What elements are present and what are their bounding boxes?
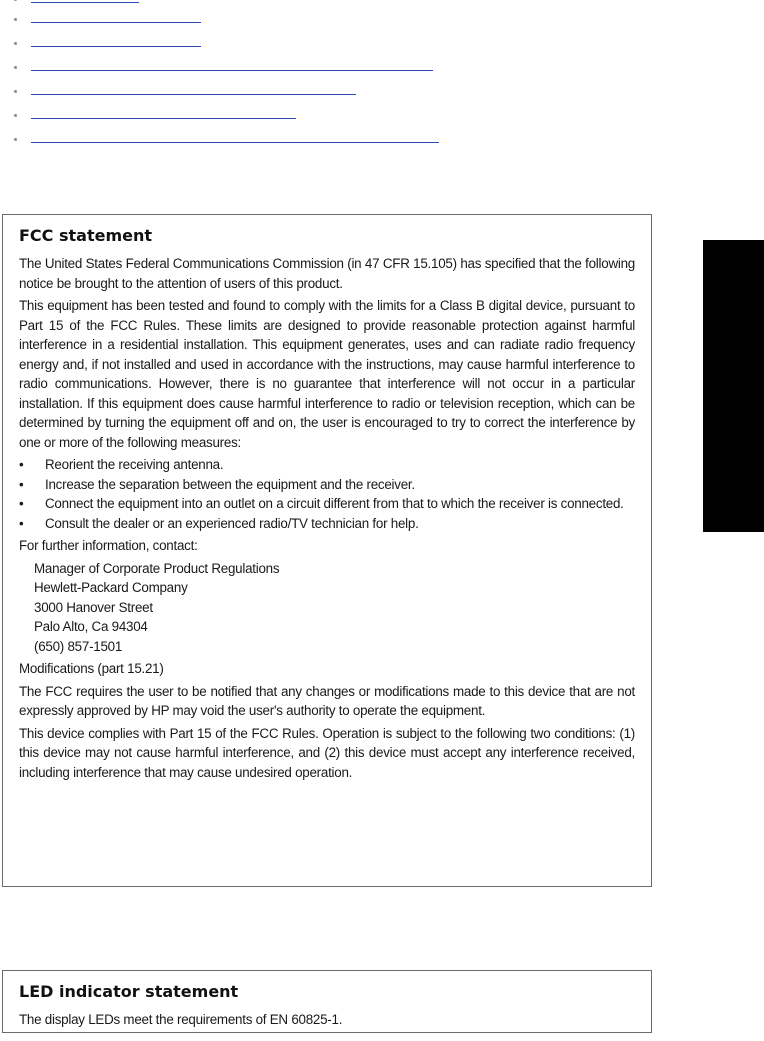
fcc-title: FCC statement bbox=[19, 226, 153, 245]
contact-line: Manager of Corporate Product Regulations bbox=[34, 560, 280, 576]
link-underline[interactable] bbox=[31, 118, 296, 119]
link-list bbox=[14, 0, 474, 150]
link-underline[interactable] bbox=[31, 22, 201, 23]
link-underline[interactable] bbox=[31, 46, 201, 47]
bullet-dot-icon bbox=[14, 138, 17, 141]
contact-address bbox=[19, 559, 635, 657]
contact-intro: For further information, contact: bbox=[19, 538, 198, 553]
fcc-paragraph-modifications: The FCC requires the user to be notified that any changes or modifications made to this device that are not expressly approved by HP may void the user's authority to operate the equipment. bbox=[19, 683, 635, 718]
link-underline[interactable] bbox=[31, 2, 139, 3]
bullet-dot-icon bbox=[14, 90, 17, 93]
fcc-paragraph-part15: This device complies with Part 15 of the FCC Rules. Operation is subject to the following two conditions: (1) this device may not cause harmful interference, and (2) this device must accept any interference received, including interference that may cause undesired operation. bbox=[19, 725, 635, 780]
fcc-paragraph-compliance-limits: This equipment has been tested and found to comply with the limits for a Class B digital device, pursuant to Part 15 of the FCC Rules. These limits are designed to provide reasonable protection against harmful interference in a residential installation. This equipment generates, uses and can radiate radio frequency energy and, if not installed and used in accordance with the instructions, may cause harmful interference to radio communications. However, there is no guarantee that interference will not occur in a particular installation. If this equipment does cause harmful interference to radio or television reception, which can be determined by turning the equipment off and on, the user is encouraged to try to correct the interference by one or more of the following measures: bbox=[19, 298, 635, 450]
led-title: LED indicator statement bbox=[19, 982, 239, 1001]
bullet-dot-icon bbox=[14, 114, 17, 117]
fcc-paragraph-intro: The United States Federal Communications Commission (in 47 CFR 15.105) has specified that the following notice be brought to the attention of users of this product. bbox=[19, 256, 635, 291]
bullet-icon: • bbox=[19, 515, 24, 531]
bullet-dot-icon bbox=[14, 42, 17, 45]
contact-line: Palo Alto, Ca 94304 bbox=[34, 619, 148, 634]
measure-text: Reorient the receiving antenna. bbox=[45, 457, 224, 472]
led-statement-box bbox=[2, 970, 652, 1033]
measure-text: Connect the equipment into an outlet on a circuit different from that to which the receiver is connected. bbox=[45, 496, 624, 511]
chapter-side-tab bbox=[703, 240, 764, 532]
link-underline[interactable] bbox=[31, 142, 439, 143]
contact-line: (650) 857-1501 bbox=[34, 638, 123, 654]
contact-line: 3000 Hanover Street bbox=[34, 599, 153, 615]
list-item bbox=[19, 455, 635, 475]
bullet-dot-icon bbox=[14, 0, 17, 1]
list-item bbox=[19, 494, 635, 514]
link-underline[interactable] bbox=[31, 70, 433, 71]
measure-text: Consult the dealer or an experienced radio/TV technician for help. bbox=[45, 515, 419, 531]
bullet-icon: • bbox=[19, 476, 24, 492]
list-item bbox=[19, 475, 635, 495]
fcc-measures-list bbox=[19, 455, 635, 533]
bullet-icon: • bbox=[19, 496, 24, 511]
modifications-heading: Modifications (part 15.21) bbox=[19, 661, 164, 676]
fcc-statement-box bbox=[2, 214, 652, 887]
bullet-dot-icon bbox=[14, 18, 17, 21]
measure-text: Increase the separation between the equipment and the receiver. bbox=[45, 476, 415, 492]
bullet-icon: • bbox=[19, 457, 24, 472]
bullet-dot-icon bbox=[14, 66, 17, 69]
led-text: The display LEDs meet the requirements of EN 60825-1. bbox=[19, 1012, 343, 1027]
list-item bbox=[19, 514, 635, 534]
contact-line: Hewlett-Packard Company bbox=[34, 580, 188, 595]
link-underline[interactable] bbox=[31, 94, 356, 95]
